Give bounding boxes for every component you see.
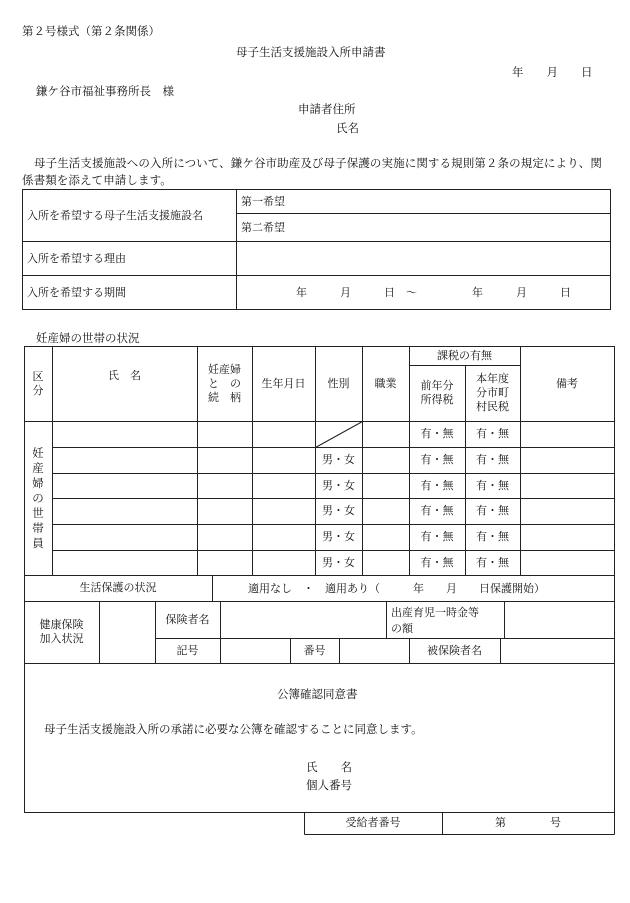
col-job: 職業: [374, 376, 397, 390]
row4-sex[interactable]: 男・女: [322, 504, 355, 517]
row2-tax-prev[interactable]: 有・無: [420, 453, 454, 466]
col-kubun: 区分: [32, 369, 44, 397]
household-section-title: 妊産婦の世帯の状況: [36, 331, 140, 345]
col-birth: 生年月日: [261, 376, 306, 390]
reason-label: 入所を希望する理由: [27, 252, 126, 265]
col-relation: 妊産婦 と の 続 柄: [208, 362, 241, 404]
applicant-address-label: 申請者住所: [298, 102, 356, 116]
date-line: 年 月 日: [512, 65, 593, 79]
col-note: 備考: [556, 376, 578, 390]
welfare-label: 生活保護の状況: [79, 581, 157, 594]
recipient-label: 受給者番号: [345, 816, 401, 829]
symbol-label: 記号: [176, 643, 199, 657]
welfare-status[interactable]: 適用なし ・ 適用あり（ 年 月 日保護開始）: [248, 582, 545, 595]
insured-name-label: 被保険者名: [427, 643, 482, 657]
row4-tax-current[interactable]: 有・無: [476, 504, 509, 517]
row1-tax-prev[interactable]: 有・無: [420, 427, 454, 440]
addressee: 鎌ケ谷市福祉事務所長 様: [36, 84, 174, 98]
birth-lump-label: 出産育児一時金等 の額: [391, 605, 479, 635]
row4-tax-prev[interactable]: 有・無: [420, 504, 454, 517]
insurance-label: 健康保険 加入状況: [39, 618, 84, 645]
row5-tax-prev[interactable]: 有・無: [420, 530, 454, 543]
col-tax: 課税の有無: [437, 348, 492, 362]
row3-tax-prev[interactable]: 有・無: [420, 478, 454, 492]
row6-tax-current[interactable]: 有・無: [476, 555, 509, 569]
row6-tax-prev[interactable]: 有・無: [420, 555, 454, 569]
form-number: 第２号様式（第２条関係）: [22, 24, 160, 38]
insurer-name-label: 保険者名: [165, 612, 210, 626]
row3-sex[interactable]: 男・女: [322, 478, 355, 492]
row6-sex[interactable]: 男・女: [322, 555, 355, 569]
consent-id-label: 個人番号: [306, 778, 352, 792]
consent-title: 公簿確認同意書: [277, 687, 358, 701]
col-tax-current: 本年度 分市町 村民税: [476, 372, 509, 413]
col-tax-prev: 前年分 所得税: [420, 379, 454, 406]
first-choice-field[interactable]: 第一希望: [241, 195, 285, 208]
row5-sex[interactable]: 男・女: [322, 530, 355, 543]
member-label: 妊産婦の世帯員: [32, 445, 44, 550]
period-field[interactable]: 年 月 日 〜 年 月 日: [296, 286, 571, 299]
period-label: 入所を希望する期間: [27, 286, 126, 299]
row2-sex[interactable]: 男・女: [322, 453, 355, 466]
page-title: 母子生活支援施設入所申請書: [236, 45, 386, 59]
row5-tax-current[interactable]: 有・無: [476, 530, 509, 543]
row2-tax-current[interactable]: 有・無: [476, 453, 509, 466]
facility-label: 入所を希望する母子生活支援施設名: [27, 209, 203, 222]
consent-name-label: 氏 名: [306, 760, 352, 774]
consent-text: 母子生活支援施設入所の承諾に必要な公簿を確認することに同意します。: [44, 722, 423, 736]
col-name: 氏 名: [108, 369, 141, 382]
number-label: 番号: [303, 643, 326, 657]
col-sex: 性別: [327, 376, 350, 390]
row1-tax-current[interactable]: 有・無: [476, 427, 509, 440]
second-choice-field[interactable]: 第二希望: [241, 221, 285, 234]
intro-paragraph: 母子生活支援施設への入所について、鎌ケ谷市助産及び母子保護の実施に関する規則第２条の規定により、関係書類を添えて申請します。: [22, 156, 602, 187]
recipient-number[interactable]: 第 号: [495, 816, 561, 829]
applicant-name-label: 氏名: [336, 121, 359, 135]
row3-tax-current[interactable]: 有・無: [476, 478, 509, 492]
